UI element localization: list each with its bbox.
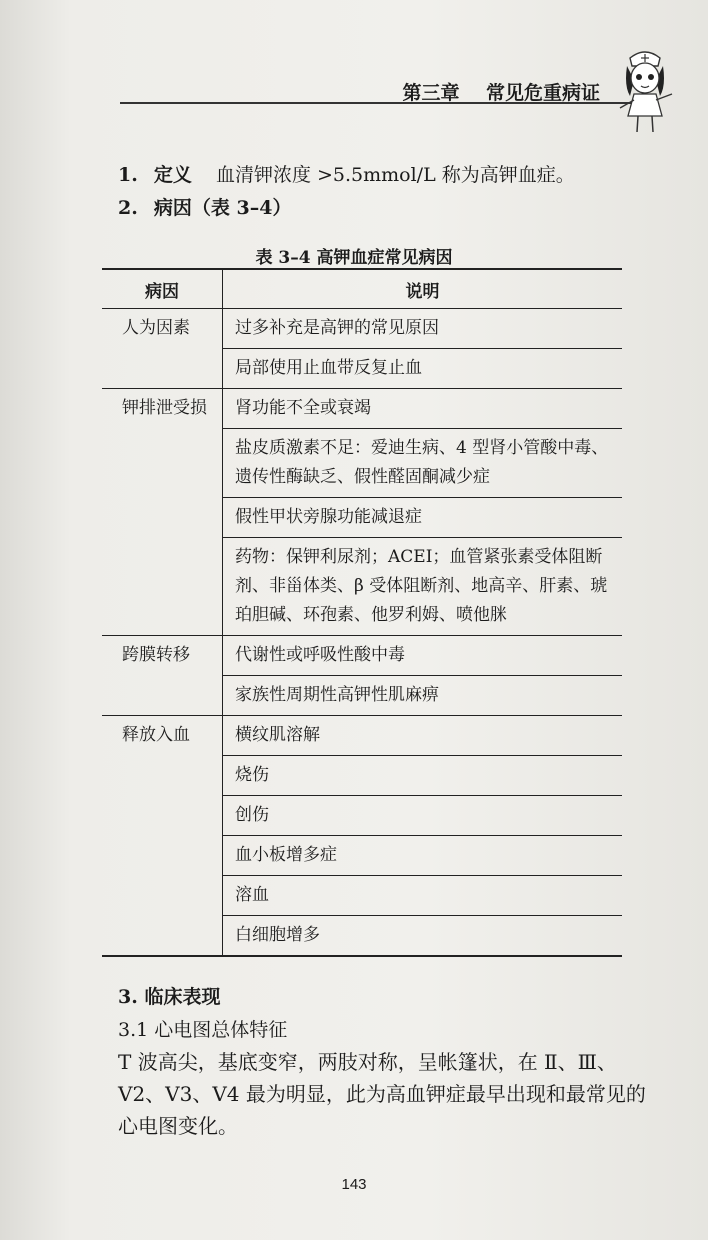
causes-table xyxy=(102,268,622,957)
description-cell: 创伤 xyxy=(223,796,623,836)
description-cell: 血小板增多症 xyxy=(223,836,623,876)
description-cell: 横纹肌溶解 xyxy=(223,716,623,756)
table-caption: 表 3–4 高钾血症常见病因 xyxy=(255,248,453,268)
section-2-title: 病因（表 3–4） xyxy=(153,197,292,219)
cause-cell: 释放入血 xyxy=(102,716,223,957)
cause-cell: 人为因素 xyxy=(102,309,223,389)
description-cell: 代谢性或呼吸性酸中毒 xyxy=(223,636,623,676)
section-2-number: 2. xyxy=(118,197,138,219)
header-rule xyxy=(120,102,638,104)
section-1-number: 1. xyxy=(118,164,138,186)
section-clinical-heading: 3. 临床表现 xyxy=(118,986,221,1008)
description-cell: 药物：保钾利尿剂；ACEI；血管紧张素受体阻断剂、非甾体类、β 受体阻断剂、地高辛、肝素、琥珀胆碱、环孢素、他罗利姆、喷他脒 xyxy=(223,538,623,636)
nurse-mascot-illustration xyxy=(610,44,680,136)
description-cell: 溶血 xyxy=(223,876,623,916)
cause-cell: 钾排泄受损 xyxy=(102,389,223,636)
section-definition xyxy=(118,160,575,187)
section-cause xyxy=(118,193,291,220)
header-description: 说明 xyxy=(223,269,623,309)
ecg-paragraph: T 波高尖，基底变窄，两肢对称，呈帐篷状，在 Ⅱ、Ⅲ、V2、V3、V4 最为明显，此为高血钾症最早出现和最常见的心电图变化。 xyxy=(118,1050,646,1138)
section-1-title: 定义 xyxy=(153,164,192,186)
description-cell: 肾功能不全或衰竭 xyxy=(223,389,623,429)
subsection-ecg-heading: 3.1 心电图总体特征 xyxy=(118,1019,288,1041)
chapter-title: 第三章 常见危重病证 xyxy=(402,82,600,104)
description-cell: 假性甲状旁腺功能减退症 xyxy=(223,498,623,538)
table-header-row xyxy=(102,269,622,309)
description-cell: 白细胞增多 xyxy=(235,925,320,945)
table-row xyxy=(102,309,622,349)
table-row xyxy=(102,389,622,429)
table-row xyxy=(102,716,622,756)
page-number: 143 xyxy=(341,1176,367,1193)
description-cell: 烧伤 xyxy=(223,756,623,796)
cause-cell: 跨膜转移 xyxy=(102,636,223,716)
section-1-text: 血清钾浓度 >5.5mmol/L 称为高钾血症。 xyxy=(215,164,575,186)
description-cell: 盐皮质激素不足：爱迪生病、4 型肾小管酸中毒、遗传性酶缺乏、假性醛固酮减少症 xyxy=(223,429,623,498)
description-cell: 局部使用止血带反复止血 xyxy=(223,349,623,389)
table-row xyxy=(102,636,622,676)
header-cause: 病因 xyxy=(102,269,223,309)
running-header xyxy=(120,78,638,102)
description-cell: 过多补充是高钾的常见原因 xyxy=(223,309,623,349)
description-cell: 家族性周期性高钾性肌麻痹 xyxy=(223,676,623,716)
